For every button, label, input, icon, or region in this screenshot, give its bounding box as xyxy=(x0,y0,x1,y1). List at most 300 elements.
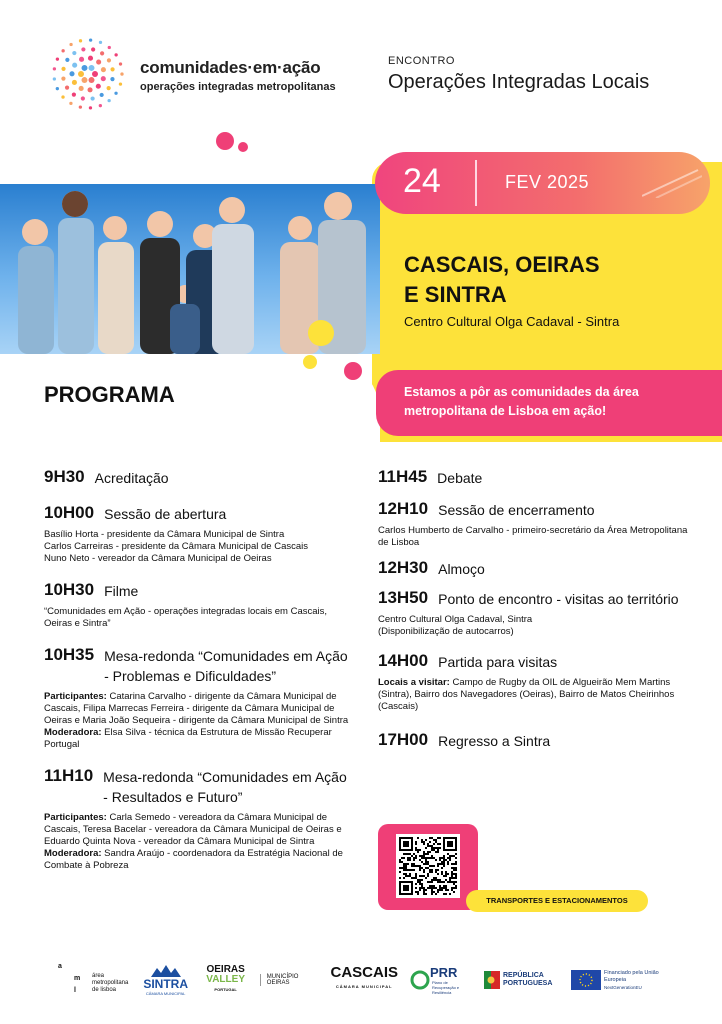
logo-dot xyxy=(61,49,64,52)
logo-dot xyxy=(65,58,69,62)
qr-module xyxy=(453,873,455,875)
qr-module xyxy=(411,865,413,867)
oeiras-valley-text: VALLEY xyxy=(206,974,245,985)
qr-module xyxy=(437,865,439,867)
qr-module xyxy=(435,859,437,861)
program-detail-line xyxy=(44,812,354,848)
program-title: Almoço xyxy=(438,561,485,577)
program-title: Mesa-redonda “Comunidades em Ação - Problemas e Dificuldades” xyxy=(104,648,348,684)
qr-module xyxy=(455,853,457,855)
qr-module xyxy=(429,857,431,859)
qr-module xyxy=(451,887,453,889)
program-item-header xyxy=(378,466,698,488)
program-item xyxy=(44,502,354,565)
event-day: 24 xyxy=(403,162,441,200)
qr-module xyxy=(403,877,405,879)
qr-module xyxy=(423,869,425,871)
event-header xyxy=(388,55,649,94)
qr-module xyxy=(441,887,443,889)
qr-module xyxy=(449,893,451,895)
qr-module xyxy=(423,855,425,857)
logo-dot xyxy=(79,39,82,42)
qr-module xyxy=(403,885,409,891)
prr-sub: Plano de Recuperação e Resiliência xyxy=(432,980,460,995)
qr-module xyxy=(405,853,407,855)
logo-dot xyxy=(96,84,101,89)
qr-module xyxy=(425,857,427,859)
qr-module xyxy=(399,877,401,879)
date-divider xyxy=(475,160,477,206)
program-time: 12H10 xyxy=(378,499,429,518)
qr-module xyxy=(417,879,419,881)
qr-module xyxy=(443,881,445,883)
aml-text-2: metropolitana xyxy=(92,980,129,986)
logo-dot xyxy=(114,53,117,56)
qr-module xyxy=(411,869,413,871)
qr-module xyxy=(437,863,439,865)
qr-module xyxy=(415,857,417,859)
logo-dot xyxy=(119,82,122,85)
program-item xyxy=(44,765,354,872)
qr-module xyxy=(451,863,453,865)
program-details xyxy=(44,812,354,872)
program-time: 11H45 xyxy=(378,467,428,486)
qr-module xyxy=(445,889,447,891)
detail-text: Elsa Silva - técnica da Estrutura de Missão Recuperar Portugal xyxy=(44,727,332,750)
qr-module xyxy=(405,865,407,867)
qr-module xyxy=(445,875,447,877)
program-left-column xyxy=(44,466,354,886)
logo-dot xyxy=(88,56,93,61)
qr-module xyxy=(425,861,427,863)
qr-module xyxy=(431,857,433,859)
qr-code[interactable] xyxy=(396,834,460,898)
logo-dot xyxy=(79,86,84,91)
qr-module xyxy=(437,889,439,891)
qr-module xyxy=(449,859,451,861)
qr-module xyxy=(447,857,449,859)
sintra-logo xyxy=(140,965,192,996)
qr-module xyxy=(427,853,429,855)
qr-module xyxy=(429,845,431,847)
qr-module xyxy=(427,887,429,889)
program-item-header xyxy=(378,587,698,609)
logo-dot xyxy=(89,38,92,41)
detail-text: Carla Semedo - vereadora da Câmara Municipal de Cascais, Teresa Bacelar - vereadora da Câmara Municipal de Oeiras e Eduardo Quinta Nova - vereador da Câmara Municipal de Sintra xyxy=(44,812,342,847)
qr-module xyxy=(407,859,409,861)
eu-logo xyxy=(571,970,662,991)
qr-module xyxy=(415,865,417,867)
qr-module xyxy=(403,857,405,859)
program-detail-line xyxy=(44,606,354,630)
qr-module xyxy=(449,881,451,883)
qr-module xyxy=(455,861,457,863)
qr-module xyxy=(439,843,441,845)
program-item-header xyxy=(378,557,698,579)
qr-module xyxy=(407,863,409,865)
qr-module xyxy=(437,881,439,883)
qr-module xyxy=(439,889,441,891)
program-title: Filme xyxy=(104,583,139,599)
program-details xyxy=(378,677,698,713)
logo-dot xyxy=(100,93,104,97)
qr-module xyxy=(437,873,439,875)
qr-module xyxy=(401,861,403,863)
yellow-dot-icon xyxy=(304,316,338,350)
sintra-palace-icon xyxy=(149,965,183,977)
qr-module xyxy=(439,857,441,859)
qr-module xyxy=(415,891,417,893)
program-heading: PROGRAMA xyxy=(44,382,175,407)
qr-module xyxy=(415,841,417,843)
event-places xyxy=(404,250,600,310)
cascais-logo xyxy=(330,966,398,994)
program-time: 14H00 xyxy=(378,651,429,670)
qr-module xyxy=(453,877,455,879)
qr-module xyxy=(441,861,443,863)
qr-module xyxy=(401,857,403,859)
oeiras-sub: PORTUGAL xyxy=(214,987,237,992)
event-places-line1: CASCAIS, OEIRAS xyxy=(404,252,600,277)
republica-text: REPÚBLICA PORTUGUESA xyxy=(503,972,553,987)
qr-module xyxy=(455,873,457,875)
qr-module xyxy=(427,845,429,847)
program-item-header xyxy=(44,765,354,807)
qr-module xyxy=(453,887,455,889)
logo-dot xyxy=(53,67,56,70)
program-detail-line xyxy=(378,626,698,638)
program-details xyxy=(378,525,698,549)
qr-module xyxy=(435,847,437,849)
qr-module xyxy=(417,851,419,853)
qr-module xyxy=(447,861,449,863)
qr-module xyxy=(419,881,421,883)
detail-text: Carlos Carreiras - presidente da Câmara Municipal de Cascais xyxy=(44,541,308,552)
qr-module xyxy=(439,887,441,889)
eu-nextgen-text: NextGenerationEU xyxy=(604,984,642,990)
yellow-dot-small-icon xyxy=(300,352,320,372)
qr-module xyxy=(453,863,455,865)
qr-module xyxy=(421,875,423,877)
qr-module xyxy=(429,881,431,883)
qr-module xyxy=(423,857,425,859)
oeiras-valley-logo xyxy=(204,965,248,995)
qr-module xyxy=(425,893,427,895)
brand-logo xyxy=(52,38,352,118)
qr-module xyxy=(415,875,417,877)
qr-module xyxy=(411,855,413,857)
program-title: Regresso a Sintra xyxy=(438,733,551,749)
qr-module xyxy=(447,889,449,891)
program-item xyxy=(44,466,354,488)
program-detail-line xyxy=(44,553,354,565)
qr-module xyxy=(433,885,435,887)
qr-module xyxy=(423,841,425,843)
qr-module xyxy=(427,861,429,863)
program-time: 10H30 xyxy=(44,580,95,599)
qr-module xyxy=(423,887,425,889)
qr-module xyxy=(431,845,433,847)
qr-module xyxy=(429,841,431,843)
qr-module xyxy=(415,855,417,857)
qr-module xyxy=(439,863,441,865)
qr-module xyxy=(427,863,429,865)
qr-module xyxy=(413,877,415,879)
sintra-text: SINTRA xyxy=(143,976,188,991)
qr-module xyxy=(439,837,441,839)
qr-module xyxy=(407,869,409,871)
qr-module xyxy=(421,855,423,857)
eu-funding-text: Financiado pela União Europeia xyxy=(604,969,659,983)
qr-module xyxy=(425,867,427,869)
qr-module xyxy=(445,873,447,875)
event-date-pill xyxy=(375,152,710,214)
logo-dot xyxy=(72,93,76,97)
qr-module xyxy=(415,843,417,845)
qr-module xyxy=(429,887,431,889)
qr-module xyxy=(417,849,419,851)
transport-parking-button[interactable]: TRANSPORTES E ESTACIONAMENTOS xyxy=(466,890,648,912)
header-kicker: ENCONTRO xyxy=(388,55,455,67)
qr-module xyxy=(431,893,433,895)
qr-module xyxy=(443,887,445,889)
qr-module xyxy=(439,847,441,849)
qr-module xyxy=(413,865,415,867)
prr-text: PRR xyxy=(430,965,458,980)
logo-dot xyxy=(53,77,56,80)
qr-module xyxy=(405,873,407,875)
event-places-line2: E SINTRA xyxy=(404,282,507,307)
logo-dot xyxy=(65,86,69,90)
program-detail-line xyxy=(44,529,354,541)
detail-text: Nuno Neto - vereador da Câmara Municipal de Oeiras xyxy=(44,553,272,564)
qr-module xyxy=(431,881,433,883)
qr-module xyxy=(433,843,435,845)
qr-module xyxy=(423,875,425,877)
qr-module xyxy=(425,859,427,861)
qr-module xyxy=(455,869,457,871)
qr-module xyxy=(435,877,437,879)
pink-dot-small-icon xyxy=(236,140,250,154)
logo-dot xyxy=(107,58,111,62)
qr-module xyxy=(451,881,453,883)
qr-module xyxy=(421,879,423,881)
program-title: Sessão de encerramento xyxy=(438,502,595,518)
logo-dot xyxy=(107,99,110,102)
qr-module xyxy=(407,857,409,859)
qr-module xyxy=(443,859,445,861)
program-details xyxy=(44,529,354,565)
qr-module xyxy=(437,891,439,893)
qr-module xyxy=(453,867,455,869)
qr-module xyxy=(421,839,423,841)
logo-dot xyxy=(69,102,72,105)
logo-dot xyxy=(82,65,88,71)
program-time: 17H00 xyxy=(378,730,429,749)
qr-module xyxy=(427,881,429,883)
event-venue: Centro Cultural Olga Cadaval - Sintra xyxy=(404,314,620,329)
detail-label: Participantes: xyxy=(44,812,107,823)
qr-module xyxy=(453,891,455,893)
qr-module xyxy=(429,869,431,871)
qr-module xyxy=(425,839,427,841)
qr-module xyxy=(405,869,407,871)
qr-module xyxy=(453,883,455,885)
qr-module xyxy=(443,865,445,867)
qr-module xyxy=(429,871,431,873)
logo-dot xyxy=(120,72,123,75)
qr-module xyxy=(431,891,433,893)
qr-card[interactable] xyxy=(378,824,478,910)
qr-module xyxy=(437,847,439,849)
detail-text: (Disponibilização de autocarros) xyxy=(378,626,514,637)
qr-module xyxy=(403,873,405,875)
qr-module xyxy=(455,885,457,887)
logo-dot xyxy=(110,67,114,71)
brand-title: comunidades·em·ação xyxy=(140,58,321,77)
qr-module xyxy=(399,867,401,869)
qr-module xyxy=(427,867,429,869)
logo-dot xyxy=(61,67,65,71)
program-item xyxy=(44,579,354,630)
qr-module xyxy=(409,857,411,859)
program-time: 11H10 xyxy=(44,766,94,785)
program-item-header xyxy=(44,579,354,601)
qr-module xyxy=(455,875,457,877)
qr-module xyxy=(439,881,441,883)
prr-logo xyxy=(410,965,472,995)
program-title: Acreditação xyxy=(94,470,169,486)
qr-module xyxy=(427,851,429,853)
qr-module xyxy=(443,863,445,865)
logo-dot xyxy=(107,86,111,90)
qr-module xyxy=(423,853,425,855)
qr-module xyxy=(455,877,457,879)
qr-module xyxy=(445,893,447,895)
logo-dot xyxy=(91,47,95,51)
qr-module xyxy=(447,841,453,847)
qr-module xyxy=(433,839,435,841)
qr-module xyxy=(447,853,449,855)
logo-dot xyxy=(72,80,77,85)
qr-module xyxy=(451,873,453,875)
qr-module xyxy=(419,855,421,857)
qr-module xyxy=(409,873,411,875)
program-item xyxy=(44,644,354,751)
qr-module xyxy=(453,881,455,883)
qr-module xyxy=(407,853,409,855)
qr-module xyxy=(445,879,447,881)
program-item xyxy=(378,650,698,713)
qr-module xyxy=(441,867,443,869)
qr-module xyxy=(437,837,439,839)
qr-module xyxy=(415,877,417,879)
program-item xyxy=(378,587,698,638)
qr-module xyxy=(447,881,449,883)
qr-module xyxy=(439,879,441,881)
portugal-flag-icon xyxy=(484,971,500,989)
qr-module xyxy=(409,859,411,861)
qr-module xyxy=(419,887,421,889)
qr-module xyxy=(421,885,423,887)
qr-module xyxy=(419,869,421,871)
qr-module xyxy=(399,871,401,873)
qr-module xyxy=(417,891,419,893)
program-details xyxy=(378,614,698,638)
qr-module xyxy=(435,879,437,881)
qr-module xyxy=(455,863,457,865)
qr-module xyxy=(433,879,435,881)
qr-module xyxy=(441,863,443,865)
qr-module xyxy=(403,853,405,855)
logo-dot xyxy=(61,77,65,81)
program-detail-line xyxy=(44,541,354,553)
qr-module xyxy=(419,889,421,891)
qr-module xyxy=(413,853,415,855)
qr-module xyxy=(429,851,431,853)
program-item xyxy=(378,729,698,751)
event-month-year: FEV 2025 xyxy=(505,172,590,192)
program-item xyxy=(378,466,698,488)
logo-dot xyxy=(101,67,106,72)
program-title: Mesa-redonda “Comunidades em Ação - Resultados e Futuro” xyxy=(103,769,347,805)
logo-dot xyxy=(78,71,84,77)
qr-module xyxy=(435,887,437,889)
qr-module xyxy=(399,859,401,861)
qr-module xyxy=(423,843,425,845)
qr-module xyxy=(431,837,433,839)
qr-module xyxy=(409,869,411,871)
program-time: 12H30 xyxy=(378,558,429,577)
logo-dot xyxy=(82,77,88,83)
qr-module xyxy=(437,879,439,881)
qr-module xyxy=(431,885,433,887)
program-detail-line xyxy=(378,677,698,713)
logo-dot xyxy=(96,60,101,65)
qr-module xyxy=(451,871,453,873)
qr-module xyxy=(433,847,435,849)
qr-module xyxy=(417,881,419,883)
qr-module xyxy=(427,857,429,859)
qr-module xyxy=(433,891,435,893)
qr-module xyxy=(417,893,419,895)
qr-module xyxy=(407,875,409,877)
qr-module xyxy=(421,857,423,859)
eu-text xyxy=(604,970,662,991)
qr-module xyxy=(431,865,433,867)
qr-module xyxy=(435,851,437,853)
qr-module xyxy=(431,849,433,851)
qr-module xyxy=(443,893,445,895)
logo-dot xyxy=(87,87,92,92)
aml-text-1: área xyxy=(92,973,105,979)
qr-module xyxy=(445,887,447,889)
qr-module xyxy=(413,863,415,865)
qr-module xyxy=(451,889,453,891)
header-title: Operações Integradas Locais xyxy=(388,71,650,93)
qr-module xyxy=(421,841,423,843)
logo-dot xyxy=(101,76,106,81)
qr-module xyxy=(423,871,425,873)
cascais-sub: CÂMARA MUNICIPAL xyxy=(335,984,393,989)
qr-module xyxy=(423,889,425,891)
program-title: Ponto de encontro - visitas ao território xyxy=(438,591,679,607)
qr-module xyxy=(437,869,439,871)
tagline-banner xyxy=(376,370,722,436)
qr-module xyxy=(431,871,433,873)
qr-module xyxy=(425,877,427,879)
logo-dot xyxy=(108,46,111,49)
